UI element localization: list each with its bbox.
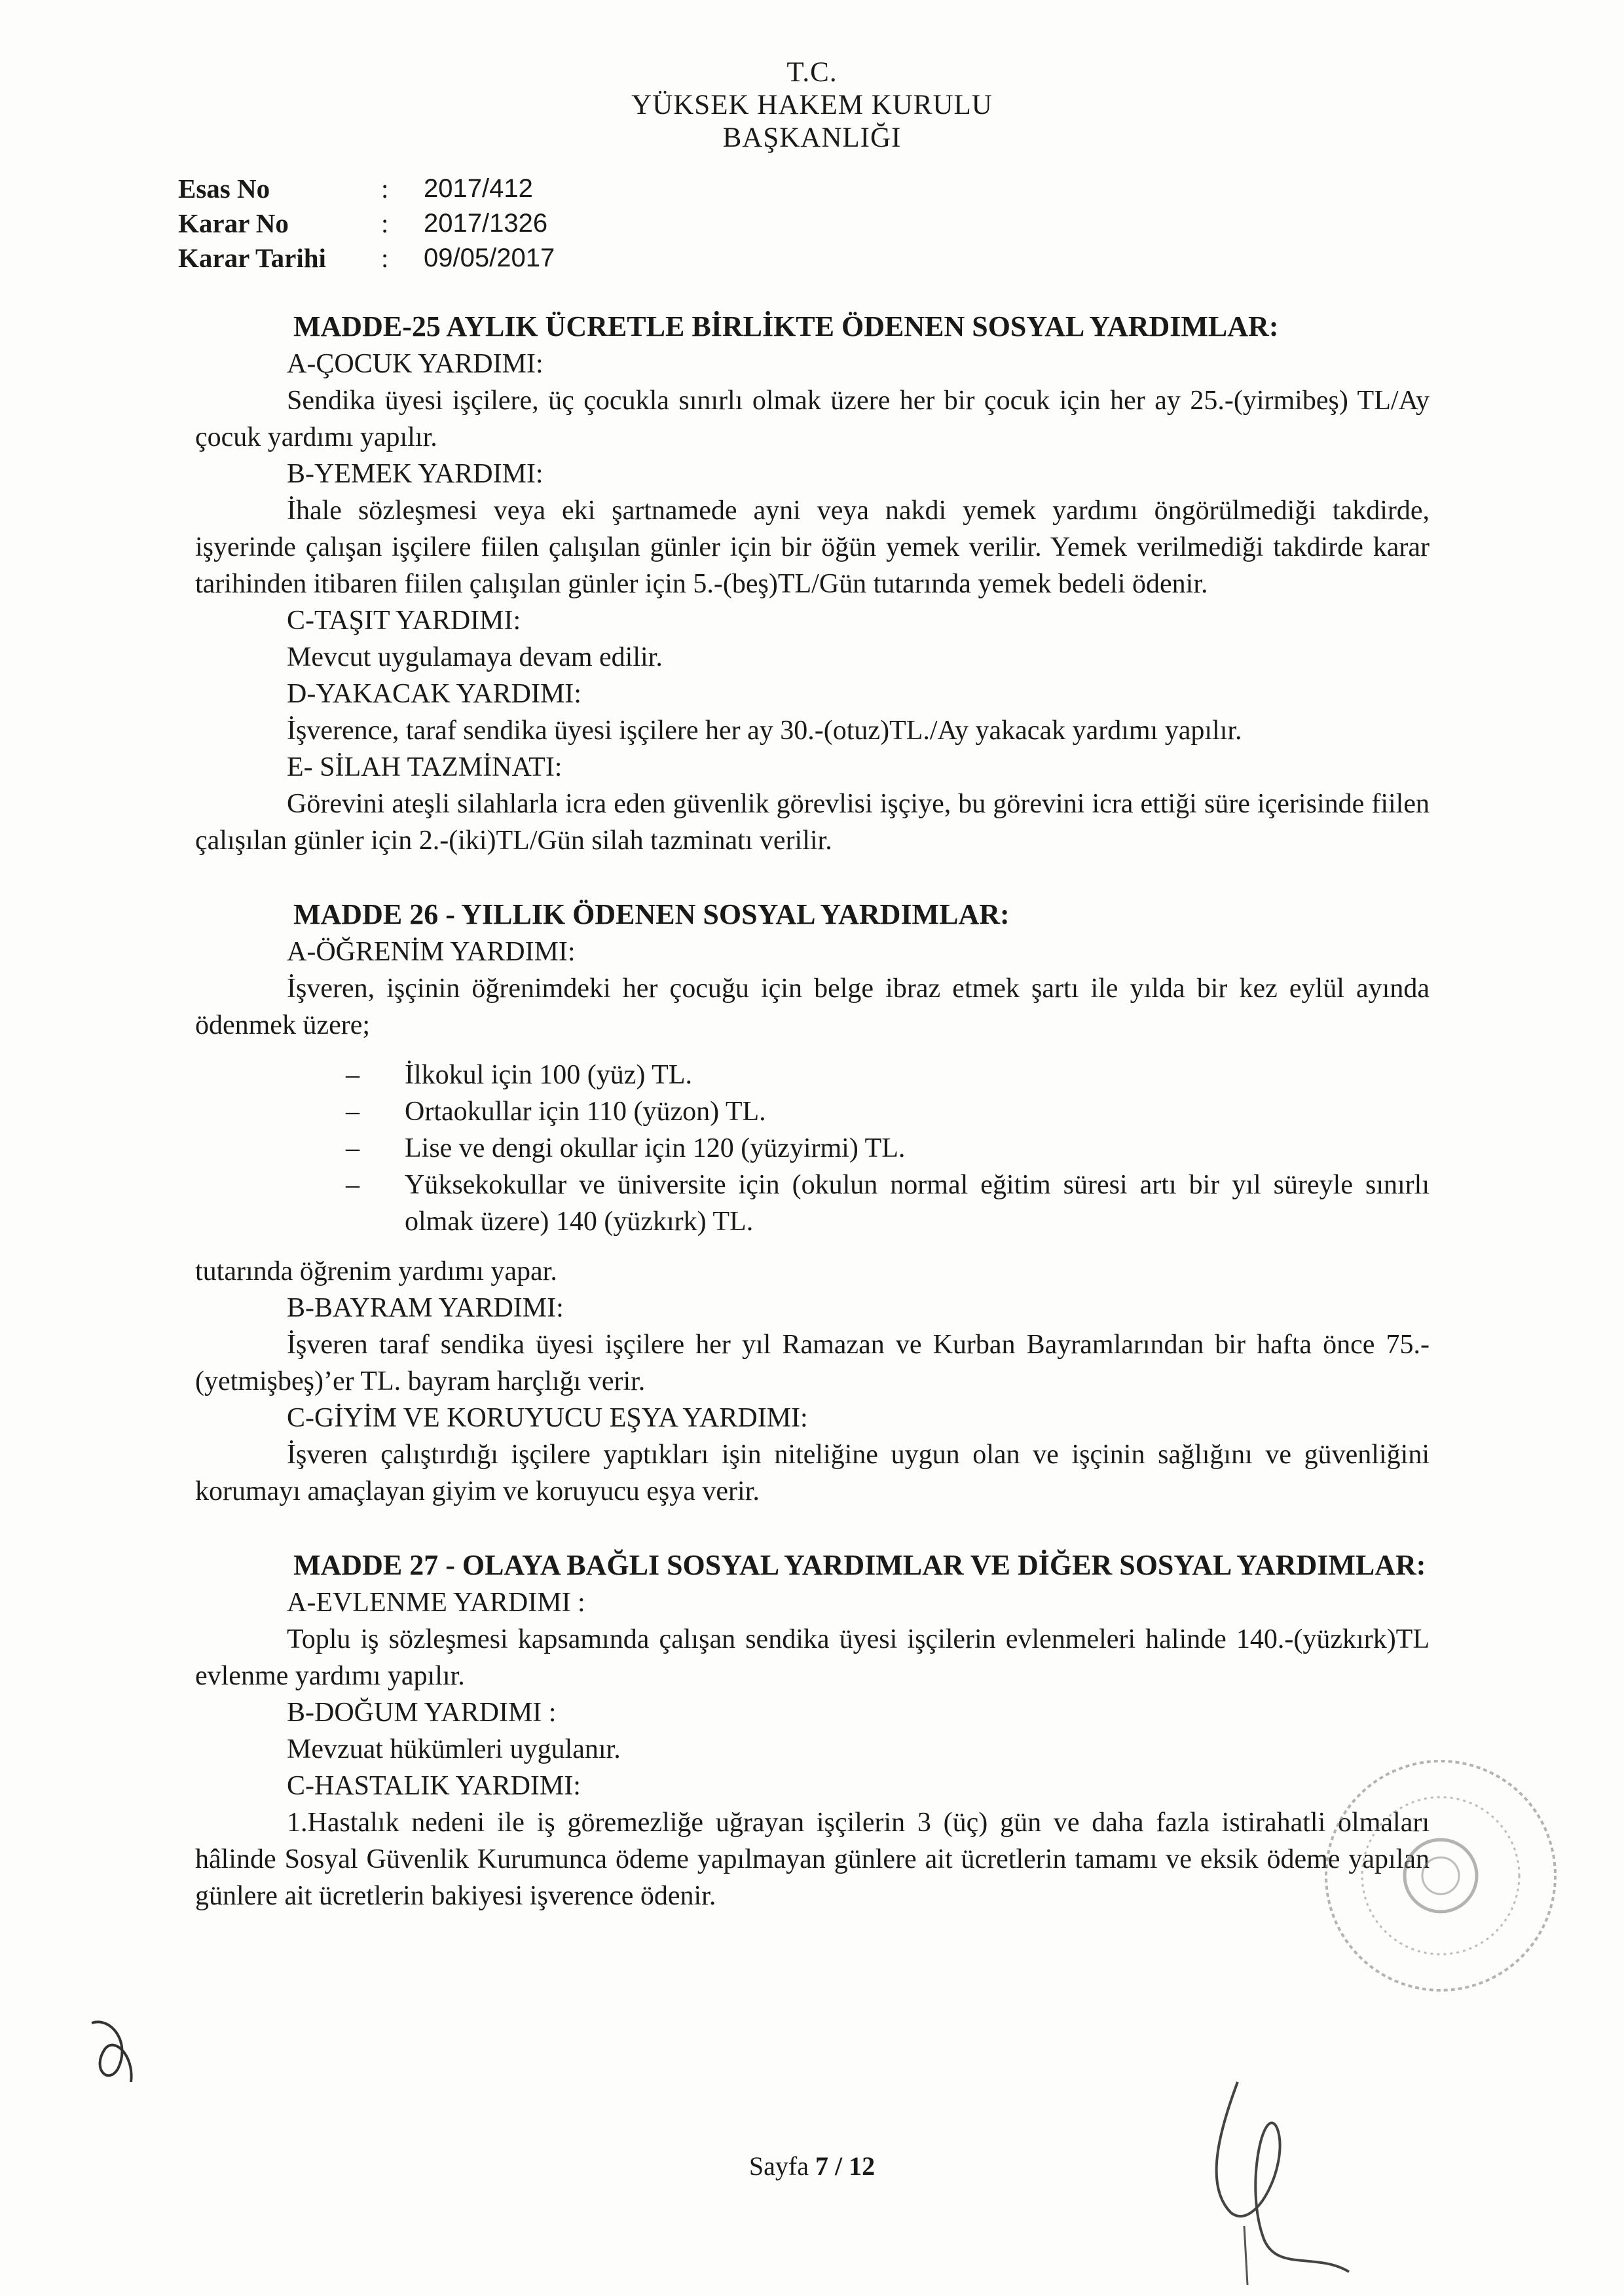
official-stamp	[1297, 1745, 1572, 2007]
section-title: B-DOĞUM YARDIMI :	[287, 1698, 557, 1728]
ref-colon: :	[381, 208, 389, 238]
section-title: C-TAŞIT YARDIMI:	[287, 606, 521, 636]
section-paragraph: İşverence, taraf sendika üyesi işçilere her ay 30.-(otuz)TL./Ay yakacak yardımı yapılır.	[287, 716, 1242, 746]
section-title: E- SİLAH TAZMİNATI:	[287, 752, 563, 782]
ref-row-karar	[178, 206, 555, 241]
section-paragraph: İşveren, işçinin öğrenimdeki her çocuğu için belge ibraz etmek şartı ile yılda bir kez eylül ayında ödenmek üzere;	[195, 974, 1430, 1040]
section-paragraph: İşveren taraf sendika üyesi işçilere her yıl Ramazan ve Kurban Bayramlarından bir hafta önce 75.-(yetmişbeş)’er TL. bayram harçlığı verir.	[195, 1330, 1430, 1396]
list-item: – İlkokul için 100 (yüz) TL.	[346, 1057, 1430, 1093]
article-26-heading: MADDE 26 - YILLIK ÖDENEN SOSYAL YARDIMLAR:	[293, 898, 1010, 930]
section-title: B-YEMEK YARDIMI:	[287, 459, 544, 489]
article-27-heading: MADDE 27 - OLAYA BAĞLI SOSYAL YARDIMLAR VE DİĞER SOSYAL YARDIMLAR:	[293, 1549, 1426, 1581]
section-paragraph: Sendika üyesi işçilere, üç çocukla sınırlı olmak üzere her bir çocuk için her ay 25.-(yirmibeş) TL/Ay çocuk yardımı yapılır.	[195, 386, 1430, 452]
list-item: – Ortaokullar için 110 (yüzon) TL.	[346, 1093, 1430, 1130]
section-paragraph: Mevcut uygulamaya devam edilir.	[287, 642, 663, 672]
ref-colon: :	[381, 243, 389, 273]
ref-row-esas	[178, 172, 555, 206]
tuition-list	[346, 1057, 1430, 1240]
ref-label: Karar Tarihi	[178, 243, 326, 273]
page-footer	[0, 2151, 1624, 2181]
ref-label: Esas No	[178, 173, 270, 204]
document-body	[195, 308, 1430, 1914]
ref-row-tarih	[178, 241, 555, 276]
header-line-presidency: BAŞKANLIĞI	[722, 122, 902, 153]
ref-label: Karar No	[178, 208, 289, 238]
ref-colon: :	[381, 173, 389, 204]
section-paragraph: Görevini ateşli silahlarla icra eden güvenlik görevlisi işçiye, bu görevini icra ettiği süre içerisinde fiilen çalışılan günler için 2.-(iki)TL/Gün silah tazminatı verilir.	[195, 789, 1430, 856]
list-item: – Yüksekokullar ve üniversite için (okulun normal eğitim süresi artı bir yıl süreyle sınırlı olmak üzere) 140 (yüzkırk) TL.	[346, 1167, 1430, 1240]
section-title: C-HASTALIK YARDIMI:	[287, 1771, 581, 1801]
initials-mark	[72, 2003, 151, 2095]
section-title: C-GİYİM VE KORUYUCU EŞYA YARDIMI:	[287, 1403, 808, 1433]
section-title: A-ÖĞRENİM YARDIMI:	[287, 937, 576, 967]
section-title: A-ÇOCUK YARDIMI:	[287, 349, 544, 379]
section-paragraph: tutarında öğrenim yardımı yapar.	[195, 1256, 557, 1286]
section-title: A-EVLENME YARDIMI :	[287, 1588, 585, 1618]
case-references	[178, 172, 555, 276]
section-title: B-BAYRAM YARDIMI:	[287, 1293, 564, 1323]
page-label: Sayfa	[748, 2151, 809, 2181]
section-paragraph: 1.Hastalık nedeni ile iş göremezliğe uğrayan işçilerin 3 (üç) gün ve daha fazla istirahatli olmaları hâlinde Sosyal Güvenlik Kurumunca ödeme yapılmayan günlere ait ücretlerin tamamı ve eksik ödeme yapılan günlere ait ücretlerin bakiyesi işverence ödenir.	[195, 1808, 1430, 1911]
ref-value: 2017/412	[424, 174, 533, 203]
ref-value: 09/05/2017	[424, 244, 555, 272]
section-paragraph: İşveren çalıştırdığı işçilere yaptıkları işin niteliğine uygun olan ve işçinin sağlığını ve güvenliğini korumayı amaçlayan giyim ve koruyucu eşya verir.	[195, 1440, 1430, 1506]
list-item: – Lise ve dengi okullar için 120 (yüzyirmi) TL.	[346, 1130, 1430, 1167]
document-header	[0, 56, 1624, 155]
section-paragraph: Toplu iş sözleşmesi kapsamında çalışan sendika üyesi işçilerin evlenmeleri halinde 140.-(yüzkırk)TL evlenme yardımı yapılır.	[195, 1624, 1430, 1691]
ref-value: 2017/1326	[424, 209, 548, 238]
header-line-institution: YÜKSEK HAKEM KURULU	[631, 90, 993, 120]
section-paragraph: İhale sözleşmesi veya eki şartnamede ayni veya nakdi yemek yardımı öngörülmediği takdirde, işyerinde çalışan işçilere fiilen çalışılan günler için bir öğün yemek verilir. Yemek verilmediği takdirde karar tarihinden itibaren fiilen çalışılan günler için 5.-(beş)TL/Gün tutarında yemek bedeli ödenir.	[195, 496, 1430, 599]
header-line-tc: T.C.	[786, 57, 838, 88]
section-paragraph: Mevzuat hükümleri uygulanır.	[287, 1734, 621, 1764]
page-number: 7 / 12	[815, 2151, 876, 2181]
section-title: D-YAKACAK YARDIMI:	[287, 679, 581, 709]
article-25-heading: MADDE-25 AYLIK ÜCRETLE BİRLİKTE ÖDENEN SOSYAL YARDIMLAR:	[293, 310, 1279, 342]
